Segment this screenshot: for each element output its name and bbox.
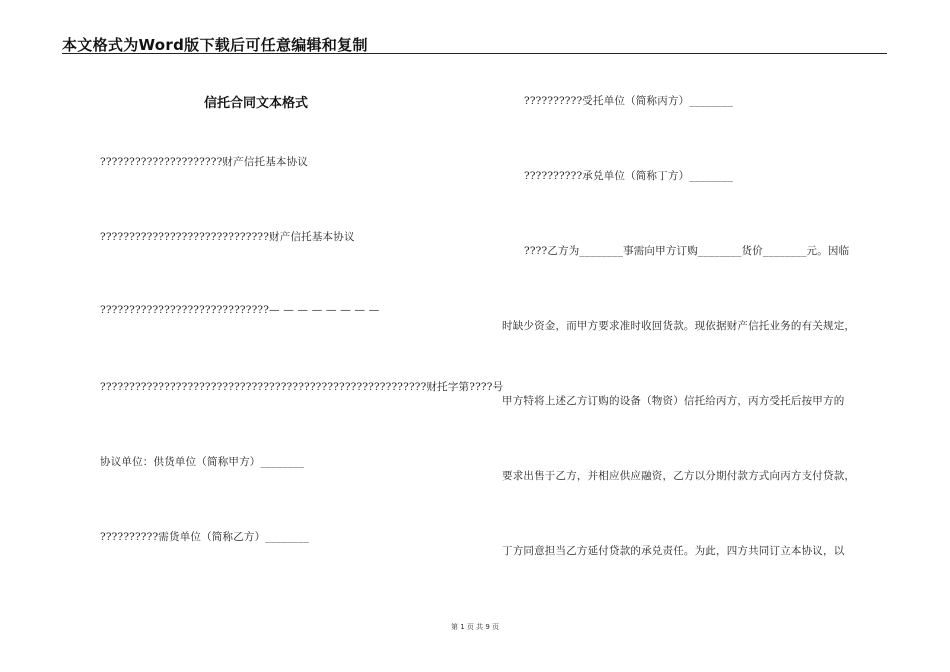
text-line: ??????????受托单位（简称丙方）________ [524,95,733,107]
text-line: 协议单位：供货单位（简称甲方）________ [100,456,305,468]
page-number: 第 1 页 共 9 页 [450,623,500,631]
text-line: ????????????????????????????????????????????????????????财托字第????号 [100,381,504,393]
text-line: ?????????????????????????????— — — — — — — — [100,304,380,316]
header-divider [62,53,887,54]
text-line: ????乙方为________事需向甲方订购________货价________元。因临 [524,245,850,257]
text-line: ??????????需货单位（简称乙方）________ [100,531,309,543]
text-line: 要求出售于乙方，并相应供应融资，乙方以分期付款方式向丙方支付贷款， [502,470,856,482]
text-line: 时缺少资金，而甲方要求准时收回货款。现依据财产信托业务的有关规定， [502,320,856,332]
text-line: 甲方特将上述乙方订购的设备（物资）信托给丙方，丙方受托后按甲方的 [502,395,845,407]
document-title: 信托合同文本格式 [204,96,309,111]
text-line: 丁方同意担当乙方延付贷款的承兑责任。为此，四方共同订立本协议，以 [502,545,845,557]
text-line: ?????????????????????财产信托基本协议 [100,156,309,168]
header-title: 本文格式为Word版下载后可任意编辑和复制 [62,36,368,54]
text-line: ??????????承兑单位（简称丁方）________ [524,170,733,182]
text-line: ?????????????????????????????财产信托基本协议 [100,231,355,243]
